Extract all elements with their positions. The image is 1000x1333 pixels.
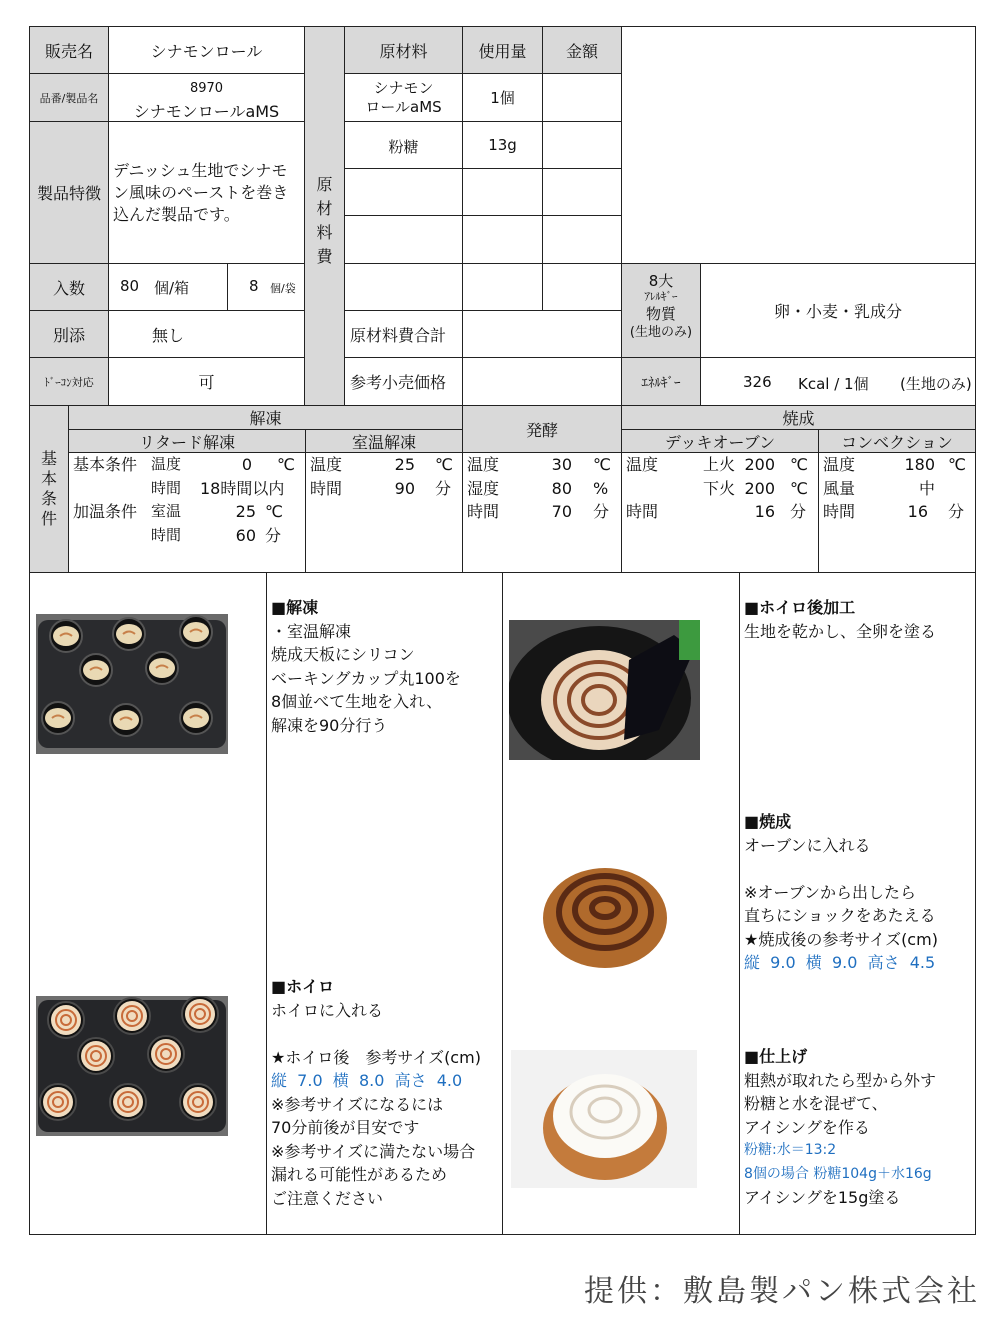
material-name xyxy=(344,73,463,122)
room-item: 時間 xyxy=(310,478,343,498)
proof-note: ※参考サイズに満たない場合 xyxy=(271,1141,476,1161)
material-amount: 1個 xyxy=(462,73,543,122)
conv-value: 中 xyxy=(918,478,935,498)
ferment-value: 80 xyxy=(551,478,572,498)
allergy-label-line: 物質 xyxy=(645,305,676,323)
retard-item: 室温 xyxy=(151,502,182,520)
allergy-label-line: (生地のみ) xyxy=(629,325,693,340)
bake-step-line: オーブンに入れる xyxy=(744,835,871,855)
product-code-name: シナモンロールaMS xyxy=(133,101,280,121)
deck-subs xyxy=(703,453,735,524)
proof-step-line: ★ホイロ後 参考サイズ(cm) xyxy=(271,1047,481,1067)
proof-step-line xyxy=(271,1022,481,1046)
blank-area xyxy=(621,26,976,264)
proof-note: 70分前後が目安です xyxy=(271,1118,420,1137)
provider-credit: 提供：敷島製パン株式会社 xyxy=(584,1274,980,1309)
retard-group xyxy=(73,453,137,547)
retard-value: 0 xyxy=(241,455,252,474)
deck-item: 温度 xyxy=(626,455,659,474)
deck-unit: ℃ xyxy=(790,455,808,474)
allergy-label-line: ｱﾚﾙｷﾞｰ xyxy=(644,290,678,303)
ferment-unit: 分 xyxy=(593,502,610,521)
deck-sub: 下火 xyxy=(703,478,736,498)
qty-bag-unit: 個/袋 xyxy=(270,282,296,295)
material-price xyxy=(542,121,622,169)
deck-value: 16 xyxy=(754,502,775,521)
retard-items xyxy=(151,453,181,547)
bake-step-line: ★焼成後の参考サイズ(cm) xyxy=(744,929,938,949)
retail-price-value xyxy=(462,357,622,406)
feature-line: ン風味のペーストを巻き xyxy=(113,183,289,202)
conv-unit xyxy=(948,477,966,501)
ferment-value: 70 xyxy=(551,502,572,521)
material-price xyxy=(542,215,622,264)
retard-item: 温度 xyxy=(151,455,182,473)
after-proof-line: 生地を乾かし、全卵を塗る xyxy=(744,621,937,641)
finish-step-line: 粗熱が取れたら型から外す xyxy=(744,1070,937,1090)
deck-unit: 分 xyxy=(790,502,807,521)
materials-header-amount: 使用量 xyxy=(462,26,543,74)
retard-unit: 分 xyxy=(265,525,282,545)
retard-header: リタード解凍 xyxy=(138,432,235,452)
retard-group-label: 加温条件 xyxy=(73,502,138,521)
ferment-values xyxy=(532,453,572,524)
after-proof-step xyxy=(744,596,936,643)
thaw-step-line: 解凍を90分行う xyxy=(271,715,388,735)
allergy-value: 卵・小麦・乳成分 xyxy=(700,263,976,358)
retard-unit xyxy=(277,477,295,501)
feature-line: 込んだ製品です。 xyxy=(113,205,240,224)
proof-size: 縦 7.0 横 8.0 高さ 4.0 xyxy=(271,1071,463,1090)
attach-label: 別添 xyxy=(29,310,109,358)
conv-value: 16 xyxy=(907,502,928,521)
retard-group-label xyxy=(73,477,137,501)
convection-header: コンベクション xyxy=(841,432,953,452)
conv-item: 風量 xyxy=(823,478,856,498)
deck-item: 時間 xyxy=(626,502,659,521)
material-amount xyxy=(462,263,543,311)
finish-step-line: アイシングを作る xyxy=(744,1117,870,1137)
attach-value: 無し xyxy=(108,310,305,358)
qty-box-cell xyxy=(108,263,228,311)
retard-group-label xyxy=(73,524,137,548)
retard-value: 18時間以内 xyxy=(200,478,285,498)
deck-sub: 上火 xyxy=(703,455,736,474)
proof-step xyxy=(271,975,481,1210)
allergy-label-line: 8大 xyxy=(648,272,674,290)
iced-roll-photo xyxy=(511,1050,697,1188)
deck-units xyxy=(790,453,808,524)
thaw-header: 解凍 xyxy=(249,409,282,428)
feature-label: 製品特徴 xyxy=(29,121,109,264)
thaw-step xyxy=(271,596,461,737)
retard-value: 25 xyxy=(235,502,256,521)
sales-name: シナモンロール xyxy=(108,26,305,74)
egg-wash-photo xyxy=(509,620,700,760)
ferment-item: 湿度 xyxy=(467,478,500,498)
material-name xyxy=(344,168,463,216)
materials-total-label: 原材料費合計 xyxy=(344,310,463,358)
code-label: 品番/製品名 xyxy=(29,73,109,122)
room-unit: ℃ xyxy=(435,455,453,474)
material-name xyxy=(344,215,463,264)
sales-name-label: 販売名 xyxy=(29,26,109,74)
ferment-header: 発酵 xyxy=(525,420,558,440)
proof-step-title: ■ホイロ xyxy=(271,977,335,996)
material-amount xyxy=(462,168,543,216)
deck-unit: ℃ xyxy=(790,478,808,498)
conv-values xyxy=(890,453,935,524)
conditions-side-text: 基 本 条 件 xyxy=(40,449,57,528)
room-thaw-header: 室温解凍 xyxy=(351,432,416,452)
baked-roll-photo xyxy=(521,860,687,972)
energy-cell xyxy=(700,357,976,406)
deck-item xyxy=(626,477,658,501)
retail-price-label: 参考小売価格 xyxy=(344,357,463,406)
finish-step-line: アイシングを15g塗る xyxy=(744,1188,901,1207)
dome-value: 可 xyxy=(108,357,305,406)
qty-box: 80 xyxy=(120,277,140,295)
retard-item: 時間 xyxy=(151,525,182,544)
room-items xyxy=(310,453,342,500)
thaw-step-title: ■解凍 xyxy=(271,598,319,617)
finish-step-line: 粉糖と水を混ぜて、 xyxy=(744,1094,888,1113)
proof-note: ご注意ください xyxy=(271,1188,384,1208)
conv-unit: 分 xyxy=(948,502,965,521)
ferment-unit: ℃ xyxy=(593,455,611,474)
retard-units xyxy=(265,453,295,547)
qty-label: 入数 xyxy=(29,263,109,311)
bake-header: 焼成 xyxy=(782,409,815,428)
conv-item: 時間 xyxy=(823,502,856,521)
room-value: 90 xyxy=(394,478,415,498)
ferment-units xyxy=(593,453,611,524)
feature-line: デニッシュ生地でシナモ xyxy=(113,161,288,180)
room-item: 温度 xyxy=(310,455,343,474)
material-name: 粉糖 xyxy=(344,121,463,169)
room-units xyxy=(435,453,453,500)
retard-value: 60 xyxy=(235,525,256,545)
deck-value: 200 xyxy=(744,455,775,474)
product-code: 8970 xyxy=(189,80,224,96)
retard-group-label: 基本条件 xyxy=(73,455,138,474)
thaw-step-line: ベーキングカップ丸100を xyxy=(271,668,461,688)
materials-header-price: 金額 xyxy=(542,26,622,74)
deck-oven-header: デッキオーブン xyxy=(664,432,776,452)
ferment-value: 30 xyxy=(551,455,572,474)
thaw-tray-photo xyxy=(36,614,228,754)
material-amount xyxy=(462,215,543,264)
proof-note: 漏れる可能性があるため xyxy=(271,1165,448,1184)
feature-text xyxy=(108,121,305,264)
materials-header-name: 原材料 xyxy=(344,26,463,74)
material-name-line: シナモン xyxy=(373,79,434,97)
thaw-step-line: ・室温解凍 xyxy=(271,621,352,641)
thaw-step-line: 8個並べて生地を入れ、 xyxy=(271,692,443,711)
deck-values xyxy=(735,453,775,524)
proof-note: ※参考サイズになるには xyxy=(271,1094,444,1114)
qty-box-unit: 個/箱 xyxy=(154,279,190,297)
energy-note: (生地のみ) xyxy=(900,375,972,393)
bake-step-line xyxy=(744,857,938,881)
conditions-side xyxy=(30,406,68,572)
deck-value: 200 xyxy=(744,478,775,498)
ferment-items xyxy=(467,453,499,524)
conv-item: 温度 xyxy=(823,455,856,474)
ferment-item: 温度 xyxy=(467,455,500,474)
after-proof-title: ■ホイロ後加工 xyxy=(744,598,856,617)
room-value: 25 xyxy=(394,455,415,474)
retard-unit: ℃ xyxy=(277,455,295,474)
room-values xyxy=(375,453,415,500)
finish-amount: 8個の場合 粉糖104g＋水16g xyxy=(744,1165,932,1182)
qty-bag-cell xyxy=(227,263,305,311)
proof-step-line: ホイロに入れる xyxy=(271,1000,384,1020)
code-cell xyxy=(108,73,305,122)
materials-side-label xyxy=(304,26,345,406)
bake-step-line: 直ちにショックをあたえる xyxy=(744,906,936,925)
qty-bag: 8 xyxy=(249,277,259,295)
proof-tray-photo xyxy=(36,996,228,1136)
bake-step-line: ※オーブンから出したら xyxy=(744,882,916,902)
allergy-label xyxy=(621,263,701,358)
finish-step xyxy=(744,1045,936,1210)
conv-units xyxy=(948,453,966,524)
conv-items xyxy=(823,453,855,524)
material-price xyxy=(542,168,622,216)
materials-side-text: 原 材 料 費 xyxy=(316,175,333,266)
deck-sub xyxy=(703,500,735,524)
retard-item: 時間 xyxy=(151,478,182,497)
bake-step xyxy=(744,810,938,975)
energy-value: 326 xyxy=(743,373,772,391)
energy-label: ｴﾈﾙｷﾞｰ xyxy=(621,357,701,406)
material-amount: 13g xyxy=(462,121,543,169)
ferment-unit: % xyxy=(593,478,609,498)
conv-unit: ℃ xyxy=(948,455,966,474)
material-name xyxy=(344,263,463,311)
room-unit: 分 xyxy=(435,478,452,498)
retard-unit: ℃ xyxy=(265,502,283,521)
material-name-line: ロールaMS xyxy=(365,98,442,116)
material-price xyxy=(542,263,622,311)
conv-value: 180 xyxy=(904,455,935,474)
bake-size: 縦 9.0 横 9.0 高さ 4.5 xyxy=(744,953,936,972)
deck-items xyxy=(626,453,658,524)
bake-step-title: ■焼成 xyxy=(744,812,792,831)
materials-total-value xyxy=(462,310,622,358)
energy-unit: Kcal / 1個 xyxy=(798,375,869,393)
ferment-item: 時間 xyxy=(467,502,500,521)
finish-ratio: 粉糖:水＝13:2 xyxy=(744,1142,837,1158)
thaw-step-line: 焼成天板にシリコン xyxy=(271,645,415,664)
finish-step-title: ■仕上げ xyxy=(744,1047,808,1066)
material-price xyxy=(542,73,622,122)
dome-label: ﾄﾞｰｺﾝ対応 xyxy=(29,357,109,406)
